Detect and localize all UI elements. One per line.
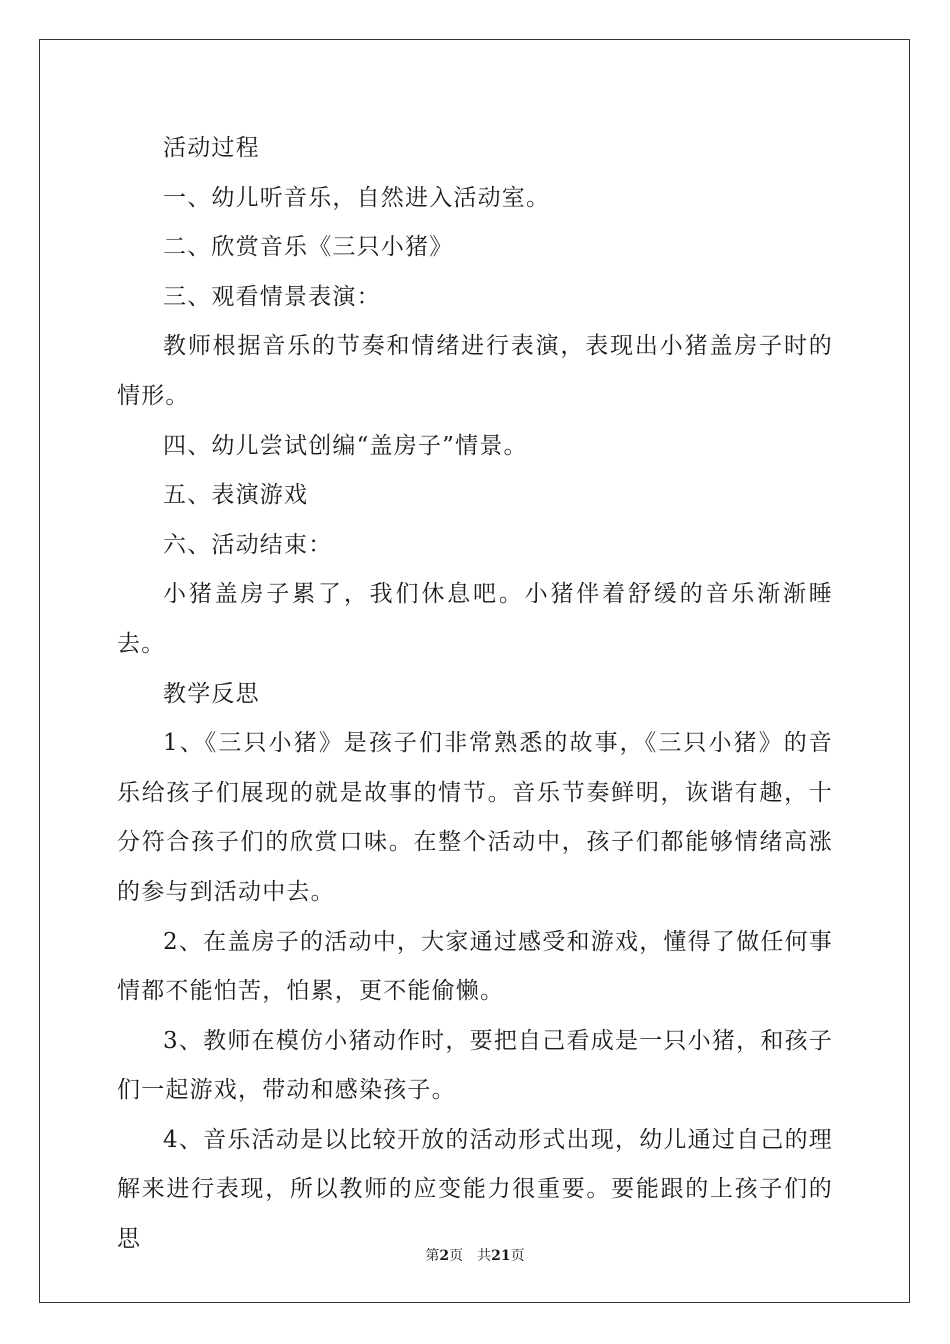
document-body [117, 124, 833, 1265]
paragraph-reflection-4: 4、音乐活动是以比较开放的活动形式出现，幼儿通过自己的理解来进行表现，所以教师的应变能力很重要。要能跟的上孩子们的思 [117, 1126, 833, 1253]
footer-page-number: 2 [439, 1248, 450, 1264]
paragraph-heading-activity-process: 活动过程 [163, 135, 260, 161]
footer-total-prefix: 共 [477, 1248, 492, 1264]
paragraph-heading-reflection: 教学反思 [163, 680, 260, 707]
paragraph-step-5: 五、表演游戏 [163, 482, 309, 509]
paragraph-step-2: 二、欣赏音乐《三只小猪》 [163, 234, 454, 261]
paragraph-step-6-detail: 小猪盖房子累了，我们休息吧。小猪伴着舒缓的音乐渐渐睡去。 [117, 581, 833, 657]
paragraph-reflection-1: 1、《三只小猪》是孩子们非常熟悉的故事，《三只小猪》的音乐给孩子们展现的就是故事的情节。音乐节奏鲜明，诙谐有趣，十分符合孩子们的欣赏口味。在整个活动中，孩子们都能够情绪高涨的参与到活动中去。 [117, 730, 833, 905]
paragraph-reflection-3: 3、教师在模仿小猪动作时，要把自己看成是一只小猪，和孩子们一起游戏，带动和感染孩子。 [117, 1027, 833, 1104]
footer-page-prefix: 第 [425, 1248, 440, 1264]
paragraph-step-3: 三、观看情景表演： [163, 283, 381, 310]
footer-total-suffix: 页 [510, 1248, 525, 1264]
footer-total-pages: 21 [491, 1248, 511, 1264]
paragraph-step-4: 四、幼儿尝试创编“盖房子”情景。 [163, 432, 528, 459]
paragraph-step-6: 六、活动结束： [163, 531, 333, 558]
footer-page-suffix: 页 [449, 1248, 464, 1264]
paragraph-reflection-2: 2、在盖房子的活动中，大家通过感受和游戏，懂得了做任何事情都不能怕苦，怕累，更不能偷懒。 [117, 928, 833, 1005]
paragraph-step-1: 一、幼儿听音乐，自然进入活动室。 [163, 184, 551, 211]
page-footer [0, 1245, 950, 1265]
paragraph-step-3-detail: 教师根据音乐的节奏和情绪进行表演，表现出小猪盖房子时的情形。 [117, 333, 833, 409]
